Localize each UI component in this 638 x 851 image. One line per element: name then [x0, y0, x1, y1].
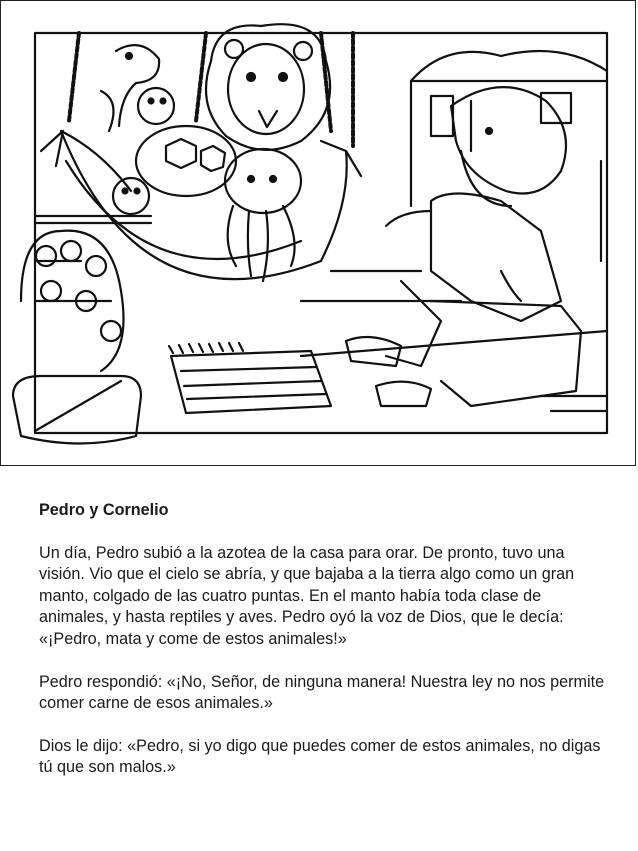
lion-icon [206, 24, 330, 150]
ropes [69, 33, 353, 146]
story-paragraph-1: Un día, Pedro subió a la azotea de la casa para orar. De pronto, tuvo una visión. Vio que el cielo se abría, y que bajaba a la tierra algo como un gran manto, colgado de las cuatro puntas. En el manto había toda clase de animales, y hasta reptiles y aves. Pedro oyó la voz de Dios, que le decía: «¡Pedro, mata y come de estos animales!» [39, 543, 575, 648]
story-paragraph-3: Dios le dijo: «Pedro, si yo digo que puedes comer de estos animales, no digas tú que son malos.» [39, 736, 601, 777]
peter-figure-icon [346, 87, 581, 406]
octopus-icon [225, 149, 301, 281]
story-paragraph-2: Pedro respondió: «¡No, Señor, de ninguna manera! Nuestra ley no nos permite comer carne de esos animales.» [39, 672, 605, 713]
house-icon [411, 51, 607, 261]
coloring-illustration-svg [1, 1, 637, 467]
turtle-icon [113, 126, 236, 214]
scene-border [35, 33, 607, 433]
rug-icon [169, 343, 331, 413]
bird-icon [138, 88, 174, 124]
story-text [39, 500, 609, 800]
story-title: Pedro y Cornelio [39, 501, 169, 519]
plant-pot-icon [13, 231, 141, 444]
